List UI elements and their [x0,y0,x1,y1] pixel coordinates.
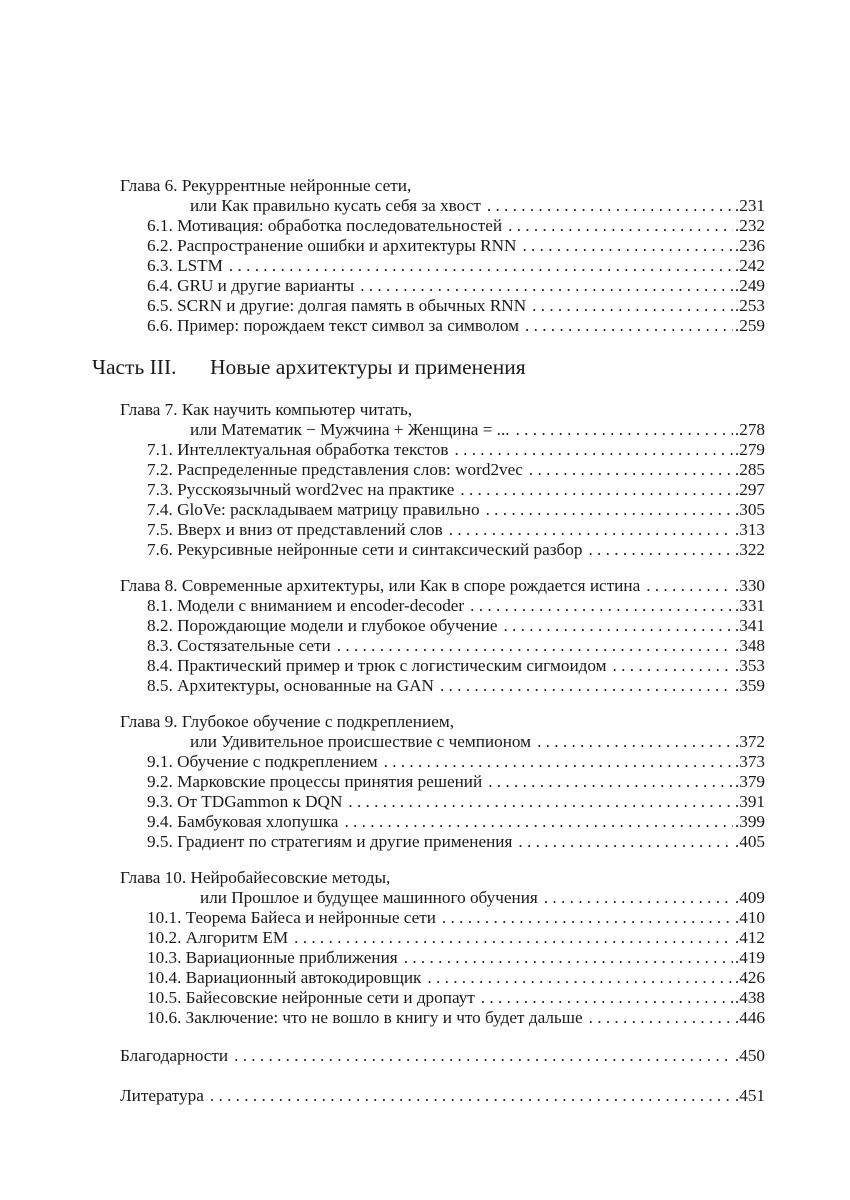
page-number: .341 [734,616,765,635]
section-label: 7.6. Рекурсивные нейронные сети и синтаксический разбор [147,540,583,559]
section-label: 8.1. Модели с вниманием и encoder-decoder [147,596,465,615]
chapter-6-title-line2: или Как правильно кусать себя за хвост [190,196,481,215]
chapter-9-title-line1: Глава 9. Глубокое обучение с подкреплением, [120,712,454,731]
dot-leader [455,439,733,461]
chapter-9-title-line2: или Удивительное происшествие с чемпионом [190,732,532,751]
dot-leader [508,215,733,237]
dot-leader [348,791,733,813]
toc-section-entry [147,655,765,677]
dot-leader [234,1045,733,1067]
section-label: 7.4. GloVe: раскладываем матрицу правильно [147,500,480,519]
page-number: .373 [734,752,765,771]
page-number: .353 [734,656,765,675]
page-number: .405 [734,832,765,851]
toc-section-entry [147,811,765,833]
page-number: .348 [734,636,765,655]
section-label: 6.3. LSTM [147,256,223,275]
toc-section-entry [147,539,765,561]
dot-leader [481,987,733,1009]
dot-leader [404,947,733,969]
toc-section-entry [147,479,765,501]
page-number: .249 [734,276,765,295]
toc-section-entry [147,519,765,541]
page-number: .450 [734,1046,765,1065]
dot-leader [589,1007,733,1029]
dot-leader [344,811,732,833]
page-number: .410 [734,908,765,927]
toc-section-entry [147,459,765,481]
toc-section-entry [147,635,765,657]
chapter-10-title-line1: Глава 10. Нейробайесовские методы, [120,868,391,887]
toc-section-entry [147,947,765,969]
page-number: .426 [734,968,765,987]
back-matter-label: Благодарности [120,1046,229,1065]
section-label: 10.2. Алгоритм EM [147,928,289,947]
toc-section-entry [147,499,765,521]
page-number: .322 [734,540,765,559]
toc-section-entry [147,967,765,989]
dot-leader [537,731,733,753]
toc-section-entry [147,295,765,317]
part-heading [92,353,526,381]
toc-section-entry [147,771,765,793]
part-number: Часть III. [92,355,177,379]
toc-section-entry [147,831,765,853]
section-label: 9.1. Обучение с подкреплением [147,752,378,771]
section-label: 7.3. Русскоязычный word2vec на практике [147,480,455,499]
section-label: 10.3. Вариационные приближения [147,948,398,967]
page-number: .419 [734,948,765,967]
chapter-6-entry [190,195,765,217]
dot-leader [613,655,733,677]
toc-section-entry [147,1007,765,1029]
page-number: .438 [734,988,765,1007]
chapter-10-entry [200,887,765,909]
dot-leader [503,615,732,637]
dot-leader [646,575,733,597]
page-number: .313 [734,520,765,539]
toc-section-entry [147,907,765,929]
section-label: 9.4. Бамбуковая хлопушка [147,812,339,831]
page-number: .391 [734,792,765,811]
toc-section-entry [147,615,765,637]
section-label: 9.3. От TDGammon к DQN [147,792,343,811]
section-label: 7.2. Распределенные представления слов: word2vec [147,460,523,479]
dot-leader [518,831,733,853]
page-number: .259 [734,316,765,335]
chapter-7-title-line1: Глава 7. Как научить компьютер читать, [120,400,413,419]
dot-leader [229,255,733,277]
chapter-9-entry [190,731,765,753]
page-number: .412 [734,928,765,947]
dot-leader [588,539,732,561]
page-number: .305 [734,500,765,519]
page-number: .451 [734,1086,765,1105]
page-number: .231 [734,196,765,215]
toc-section-entry [147,595,765,617]
section-label: 10.1. Теорема Байеса и нейронные сети [147,908,436,927]
page-number: .330 [734,576,765,595]
section-label: 7.5. Вверх и вниз от представлений слов [147,520,443,539]
dot-leader [486,499,733,521]
dot-leader [440,675,733,697]
page-number: .232 [734,216,765,235]
page-number: .446 [734,1008,765,1027]
dot-leader [427,967,733,989]
page-number: .278 [734,420,765,439]
section-label: 9.5. Градиент по стратегиям и другие применения [147,832,513,851]
section-label: 8.3. Состязательные сети [147,636,331,655]
section-label: 6.2. Распространение ошибки и архитектуры RNN [147,236,517,255]
section-label: 10.4. Вариационный автокодировщик [147,968,422,987]
toc-section-entry [147,791,765,813]
page-number: .372 [734,732,765,751]
page-number: .242 [734,256,765,275]
section-label: 6.5. SCRN и другие: долгая память в обычных RNN [147,296,527,315]
section-label: 8.2. Порождающие модели и глубокое обучение [147,616,498,635]
chapter-9-title [120,711,454,733]
acknowledgements-entry [120,1045,765,1067]
page-number: .379 [734,772,765,791]
section-label: 10.5. Байесовские нейронные сети и дропаут [147,988,475,1007]
page-number: .279 [734,440,765,459]
page-number: .253 [734,296,765,315]
section-label: 9.2. Марковские процессы принятия решений [147,772,483,791]
section-label: 8.4. Практический пример и трюк с логистическим сигмоидом [147,656,607,675]
dot-leader [442,907,733,929]
chapter-7-title [120,399,412,421]
page-number: .297 [734,480,765,499]
dot-leader [449,519,733,541]
section-label: 6.4. GRU и другие варианты [147,276,355,295]
part-title: Новые архитектуры и применения [210,355,526,379]
dot-leader [544,887,733,909]
section-label: 6.6. Пример: порождаем текст символ за символом [147,316,519,335]
section-label: 8.5. Архитектуры, основанные на GAN [147,676,434,695]
page-number: .359 [734,676,765,695]
page-number: .285 [734,460,765,479]
section-label: 6.1. Мотивация: обработка последовательностей [147,216,503,235]
chapter-10-title [120,867,390,889]
dot-leader [522,235,732,257]
bibliography-entry [120,1085,765,1107]
dot-leader [488,771,733,793]
dot-leader [525,315,733,337]
dot-leader [294,927,733,949]
toc-section-entry [147,215,765,237]
dot-leader [532,295,733,317]
dot-leader [210,1085,733,1107]
dot-leader [337,635,733,657]
dot-leader [516,419,733,441]
toc-section-entry [147,927,765,949]
section-label: 10.6. Заключение: что не вошло в книгу и что будет дальше [147,1008,583,1027]
chapter-7-title-line2: или Математик − Мужчина + Женщина = ... [190,420,510,439]
toc-section-entry [147,751,765,773]
toc-section-entry [147,255,765,277]
dot-leader [384,751,733,773]
back-matter-label: Литература [120,1086,204,1105]
page-number: .236 [734,236,765,255]
chapter-7-entry [190,419,765,441]
chapter-8-entry [120,575,765,597]
toc-section-entry [147,987,765,1009]
chapter-6-title-line1: Глава 6. Рекуррентные нейронные сети, [120,176,412,195]
page-number: .399 [734,812,765,831]
page-number: .409 [734,888,765,907]
chapter-8-title: Глава 8. Современные архитектуры, или Как в споре рождается истина [120,576,641,595]
dot-leader [487,195,733,217]
dot-leader [460,479,733,501]
chapter-6-title [120,175,411,197]
dot-leader [360,275,733,297]
dot-leader [529,459,733,481]
toc-section-entry [147,675,765,697]
section-label: 7.1. Интеллектуальная обработка текстов [147,440,449,459]
chapter-10-title-line2: или Прошлое и будущее машинного обучения [200,888,538,907]
dot-leader [470,595,733,617]
toc-section-entry [147,275,765,297]
toc-section-entry [147,439,765,461]
toc-section-entry [147,315,765,337]
page-number: .331 [734,596,765,615]
toc-section-entry [147,235,765,257]
